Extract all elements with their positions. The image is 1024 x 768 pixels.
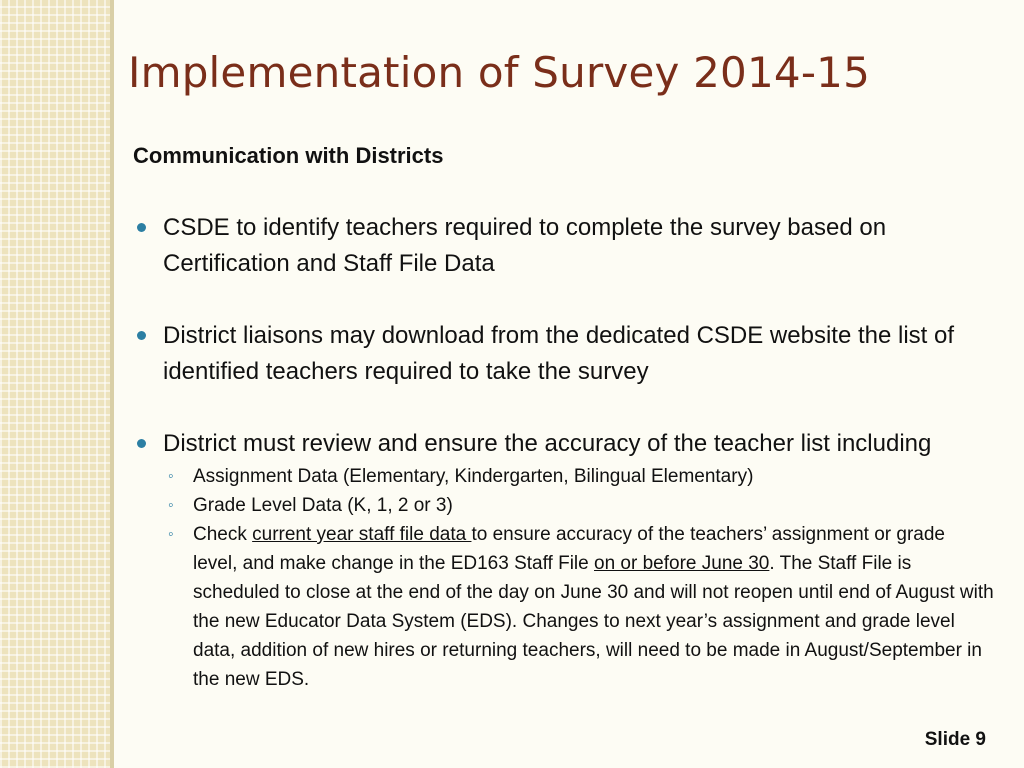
- slide-number: Slide 9: [924, 729, 986, 750]
- check-text-middle: to ensure accuracy of the teachers’ assignment or grade level, and make change in the ED163 Staff File: [193, 524, 945, 574]
- slide-title: Implementation of Survey 2014-15: [128, 48, 871, 97]
- decorative-side-divider: [110, 0, 114, 768]
- bullet-text: District must review and ensure the accuracy of the teacher list including: [163, 430, 932, 457]
- sub-bullet-check: [163, 520, 994, 694]
- sub-bullet-assignment: ◦ Assignment Data (Elementary, Kindergarten, Bilingual Elementary): [163, 462, 994, 491]
- section-subheading: Communication with Districts: [133, 143, 444, 168]
- sub-bullet-grade-level: ◦ Grade Level Data (K, 1, 2 or 3): [163, 491, 994, 520]
- bullet-item-identify: [134, 210, 994, 282]
- bullet-text: District liaisons may download from the dedicated CSDE website the list of identified teachers required to take the survey: [163, 322, 955, 385]
- sub-bullet-list: [163, 462, 994, 694]
- decorative-side-pattern: [0, 0, 110, 768]
- bullet-text: CSDE to identify teachers required to complete the survey based on Certification and Staff File Data: [163, 214, 887, 277]
- bullet-item-review: [134, 426, 994, 694]
- check-text-end: . The Staff File is scheduled to close at the end of the day on June 30 and will not reopen until end of August with the new Educator Data System (EDS). Changes to next year’s assignment and grade level data, addition of new hires or returning teachers, will need to be made in August/September in the new EDS.: [193, 553, 994, 690]
- check-text-start: Check: [193, 524, 253, 545]
- bullet-item-download: [134, 318, 994, 390]
- staff-file-data-link[interactable]: current year staff file data: [252, 524, 472, 545]
- deadline-text: on or before June 30: [594, 553, 770, 574]
- bullet-list: [134, 210, 994, 694]
